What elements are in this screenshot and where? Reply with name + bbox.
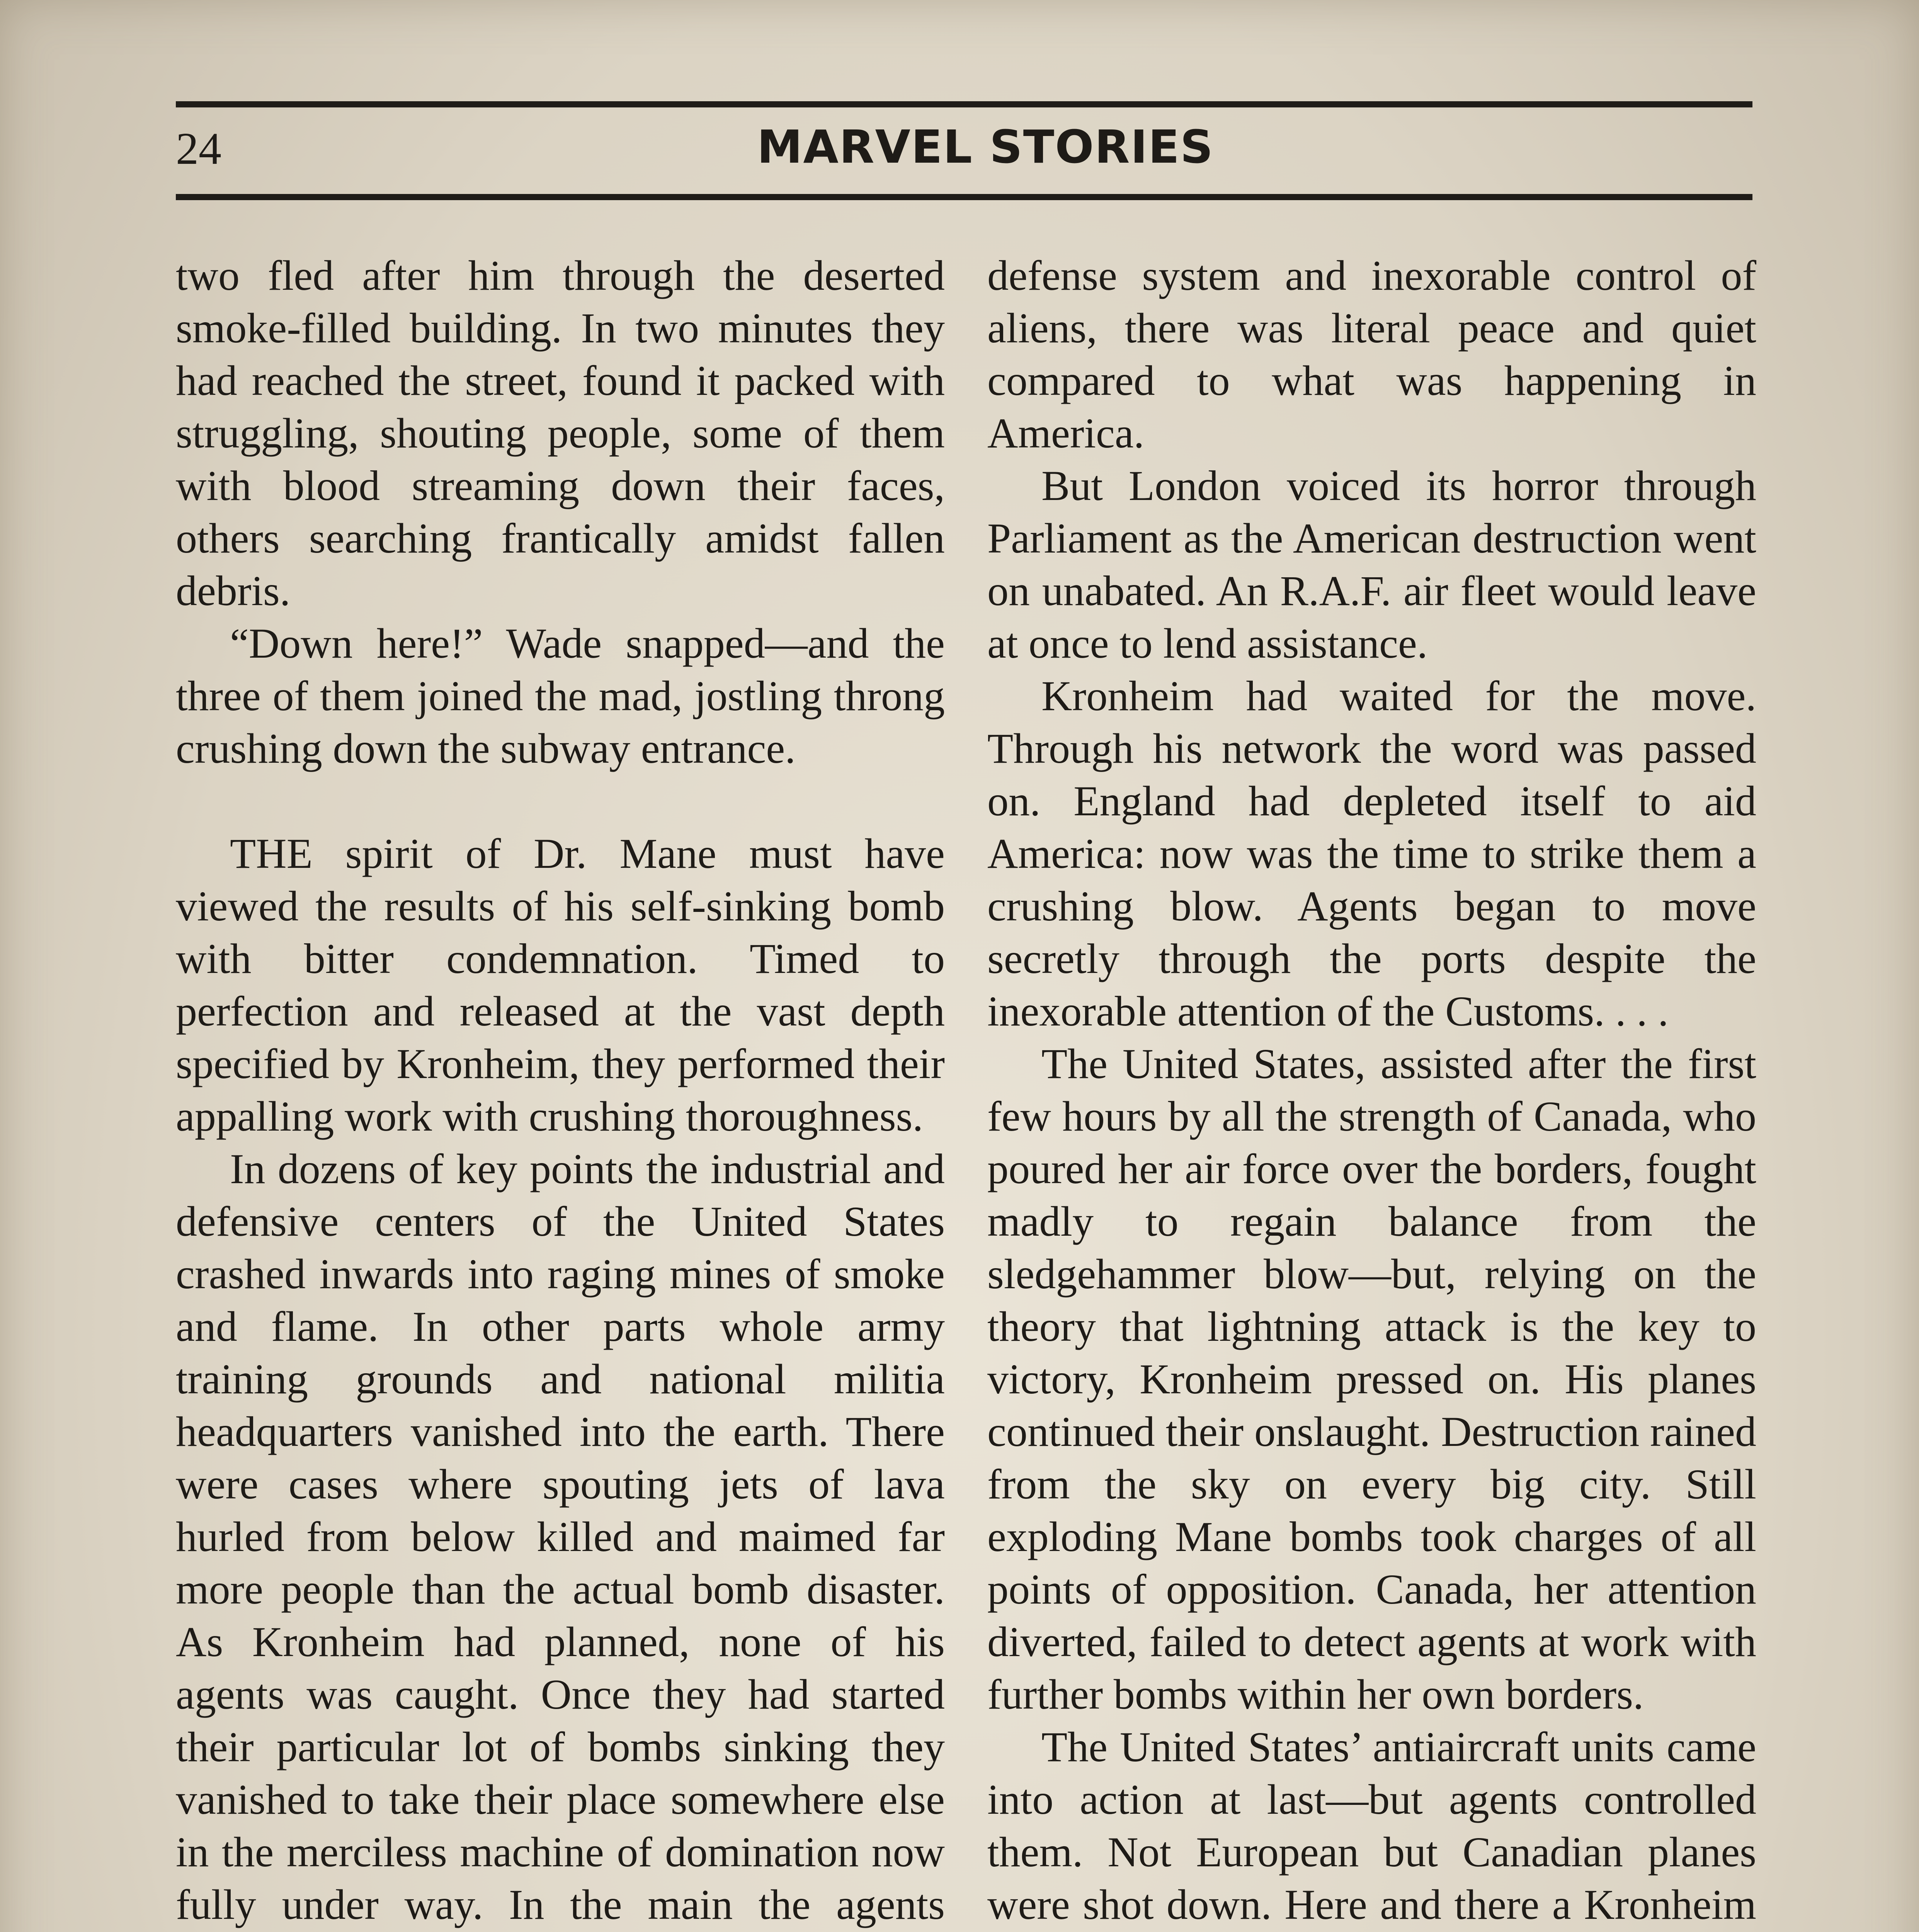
- paragraph: Kronheim had waited for the move. Through his network the word was passed on. England had depleted itself to aid America: now was the time to strike them a crushing blow. Agents began to move secretly through the ports despite the inexorable attention of the Customs. . . .: [987, 672, 1756, 1035]
- right-column: [987, 249, 1756, 1932]
- paragraph: The United States’ antiaircraft units came into action at last—but agents controlled them. Not European but Canadian planes were shot down. Here and there a Kronheim: [987, 1723, 1756, 1928]
- paragraph: In dozens of key points the industrial and defensive centers of the United States crashed inwards into raging mines of smoke and flame. In other parts whole army training grounds and national militia headquarters vanished into the earth. There were cases where spouting jets of lava hurled from below killed and maimed far more people than the actual bomb disaster. As Kronheim had planned, none of his agents was caught. Once they had started their particular lot of bombs sinking they vanished to take their place somewhere else in the merciless machine of domination now fully under way. In the main the agents: [176, 1145, 945, 1928]
- paragraph: But London voiced its horror through Parliament as the American destruction went on unabated. An R.A.F. air fleet would leave at once to lend assistance.: [987, 462, 1756, 667]
- left-column: [176, 249, 945, 1932]
- header-bottom-rule: [176, 194, 1752, 200]
- running-head: MARVEL STORIES: [757, 120, 1214, 173]
- paragraph: “Down here!” Wade snapped—and the three of them joined the mad, jostling throng crushing down the subway entrance.: [176, 620, 945, 772]
- paragraph: The United States, assisted after the first few hours by all the strength of Canada, who poured her air force over the borders, fought madly to regain balance from the sledgehammer blow—but, relying on the theory that lightning attack is the key to victory, Kronheim pressed on. His planes continued their onslaught. Destruction rained from the sky on every big city. Still exploding Mane bombs took charges of all points of opposition. Canada, her attention diverted, failed to detect agents at work with further bombs within her own borders.: [987, 1040, 1756, 1718]
- paragraph: two fled after him through the deserted smoke-filled building. In two minutes they had reached the street, found it packed with struggling, shouting people, some of them with blood streaming down their faces, others searching frantically amidst fallen debris.: [176, 252, 945, 614]
- paragraph: defense system and inexorable control of aliens, there was literal peace and quiet compared to what was happening in America.: [987, 252, 1756, 457]
- paragraph: THE spirit of Dr. Mane must have viewed the results of his self-sinking bomb with bitter condemnation. Timed to perfection and released at the vast depth specified by Kronheim, they performed their appalling work with crushing thoroughness.: [176, 830, 945, 1140]
- header-top-rule: [176, 101, 1752, 107]
- page-number: 24: [176, 123, 221, 174]
